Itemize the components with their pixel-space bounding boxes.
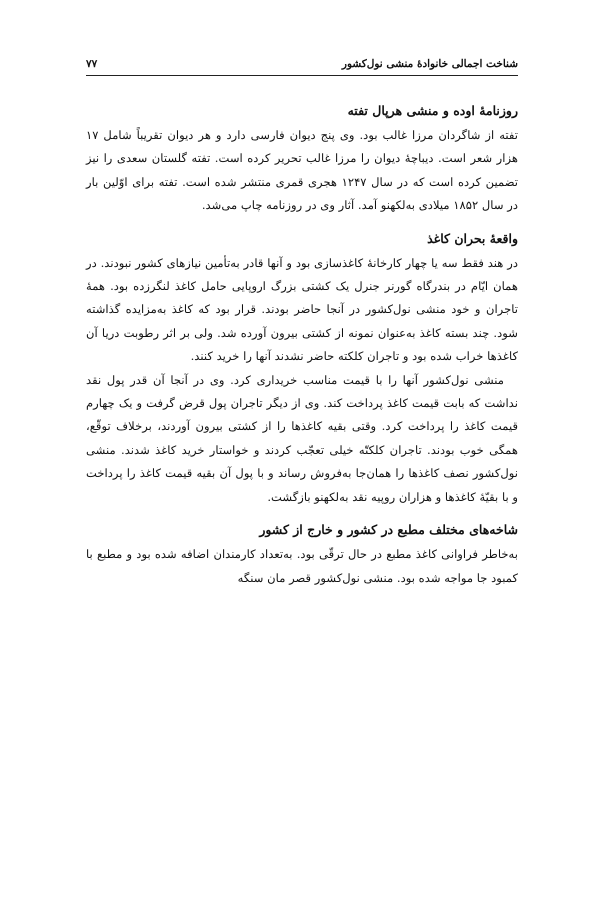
- paragraph: تفته از شاگردان مرزا غالب بود. وی پنج دیوان فارسی دارد و هر دیوان تقریباً شامل ۱۷ هزار شعر است. دیباچۀ دیوان را مرزا غالب تحریر کرده است. تفته گلستان سعدی را نیز تضمین کرده است که در سال ۱۲۴۷ هجری قمری منتشر شده است. تفته برای اوّلین بار در سال ۱۸۵۲ میلادی به‌لکهنو آمد. آثار وی در روزنامه چاپ می‌شد.: [86, 128, 518, 213]
- running-head-title: شناخت اجمالی خانوادۀ منشی نول‌کشور: [341, 58, 518, 70]
- page-number: ۷۷: [86, 58, 98, 70]
- paragraph: در هند فقط سه یا چهار کارخانۀ کاغذسازی بود و آنها قادر به‌تأمین نیازهای کشور نبودند. در همان ایّام در بندرگاه گورنر جنرل یک کشتی بزرگ اروپایی حامل کاغذ لنگرزده بود. همۀ تاجران و خود منشی نول‌کشور در آنجا حاضر بودند. قرار بود که کاغذ به‌مزایده گذاشته شود. چند بسته کاغذ به‌عنوان نمونه از کشتی بیرون آورده شد. ولی بر اثر رطوبت دریا آن کاغذها خراب شده بود و تاجران کلکته حاضر نشدند آنها را خرید کنند.: [86, 255, 518, 364]
- running-head: [86, 58, 518, 76]
- paragraph: به‌خاطر فراوانی کاغذ مطبع در حال ترقّی بود. به‌تعداد کارمندان اضافه شده بود و مطبع با کمبود جا مواجه شده بود. منشی نول‌کشور قصر مان سنگه: [86, 547, 518, 585]
- section-heading: روزنامۀ اوده و منشی هرپال تفته: [347, 103, 518, 118]
- paragraph: منشی نول‌کشور آنها را با قیمت مناسب خریداری کرد. وی در آنجا آن قدر پول نقد نداشت که بابت قیمت کاغذ پرداخت کند. وی از دیگر تاجران پول قرض گرفت و یک چهارم قیمت کاغذ را پرداخت کرد. وقتی بقیه کاغذها را از کشتی بیرون آوردند، برخلاف توقّع، همگی خوب بودند. تاجران کلکتّه خیلی تعجّب کردند و خواستار خرید کاغذ شدند. منشی نول‌کشور نصف کاغذها را همان‌جا به‌فروش رساند و با پول آن بقیه قیمت کاغذ را پرداخت و با بقیّۀ کاغذها و هزاران روپیه نقد به‌لکهنو بازگشت.: [86, 372, 518, 504]
- section-heading: شاخه‌های مختلف مطبع در کشور و خارج از کشور: [259, 522, 518, 538]
- section-heading: واقعۀ بحران کاغذ: [427, 230, 518, 246]
- book-page: [86, 58, 518, 590]
